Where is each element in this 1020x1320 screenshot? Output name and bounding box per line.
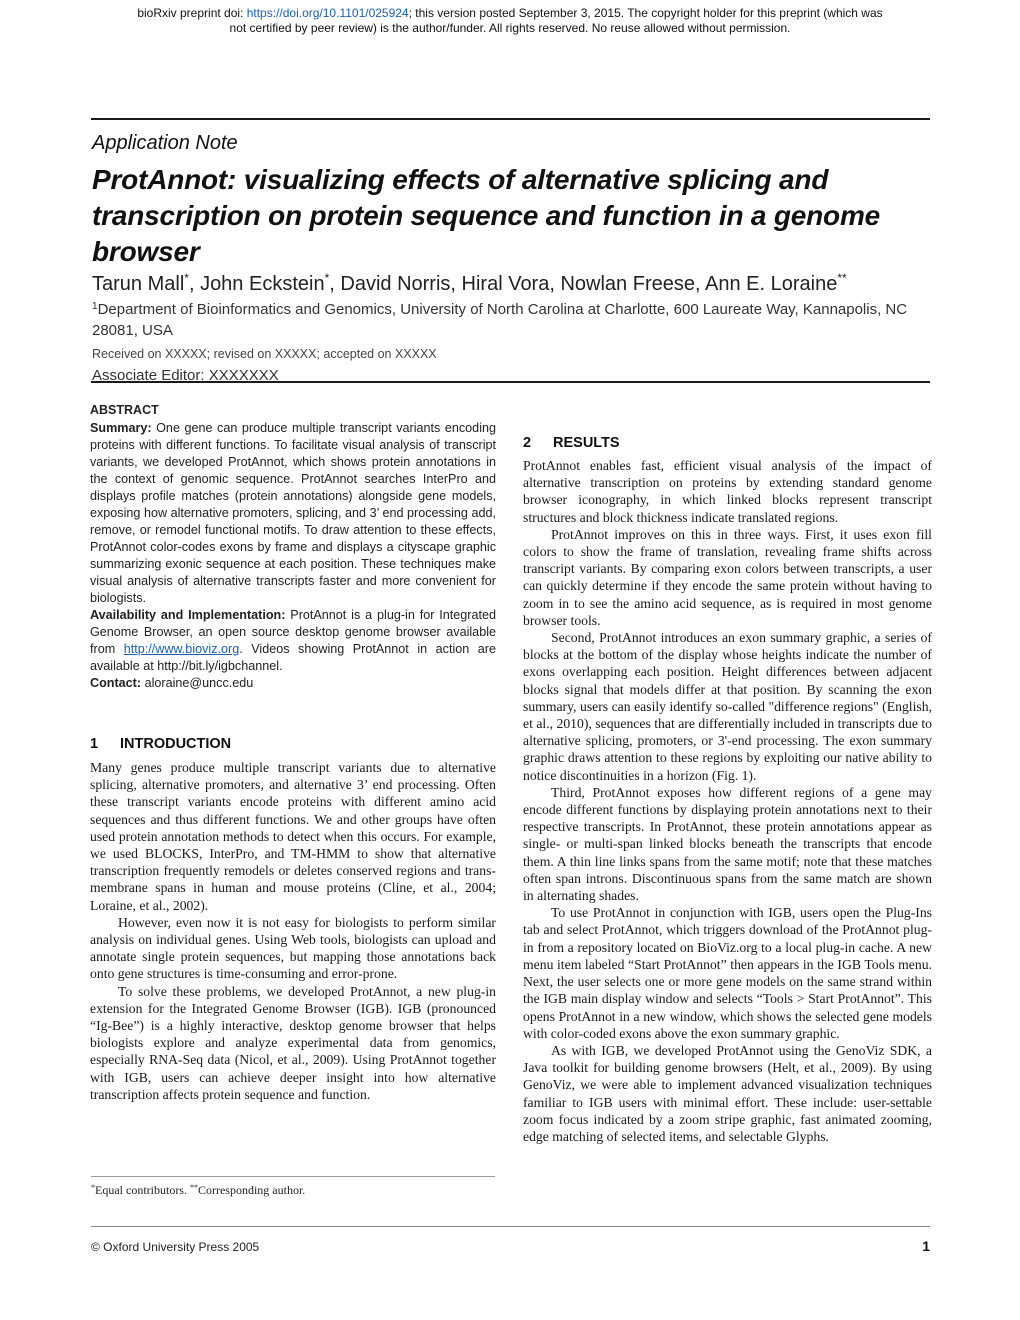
introduction-heading: 1 INTRODUCTION	[90, 736, 232, 752]
paragraph: As with IGB, we developed ProtAnnot using the GenoViz SDK, a Java toolkit for building genome browsers (Helt, et al., 2009). By using GenoViz, we were able to implement advanced visualization techniques familiar to IGB users with minimal effort. These include: user-settable zoom focus indicated by a zoom stripe graphic, fast animated zooming, edge matching of selected items, and selectable Glyphs.	[523, 1042, 932, 1144]
paragraph: ProtAnnot improves on this in three ways. First, it uses exon fill colors to show the frame of translation, revealing frame shifts across transcript variants. By comparing exon colors between transcripts, a user can quickly determine if they encode the same protein without having to zoom in to see the amino acid sequence, as is required in most genome browser tools.	[523, 526, 932, 628]
article-header	[92, 130, 932, 386]
introduction-body	[90, 759, 496, 1103]
results-heading: 2 RESULTS	[523, 435, 620, 451]
paragraph: Third, ProtAnnot exposes how different regions of a gene may encode different functions by displaying protein annotations next to their respective transcripts. In ProtAnnot, these protein annotations appear as single- or multi-span linked blocks beneath the transcripts that encode them. A thin line links spans from the same motif; note that these matches often span introns. Discontinuous spans from the same match are shown in alternating shades.	[523, 784, 932, 904]
abstract-availability: Availability and Implementation: ProtAnnot is a plug-in for Integrated Genome Browser, an open source desktop genome browser available from http://www.bioviz.org. Videos showing ProtAnnot in action are available at http://bit.ly/igbchannel.	[90, 608, 496, 673]
abstract-heading: ABSTRACT	[90, 403, 159, 417]
copyright: © Oxford University Press 2005	[91, 1240, 260, 1254]
associate-editor: Associate Editor: XXXXXXX	[92, 367, 279, 384]
author-mark: *	[184, 271, 189, 285]
footer-rule	[91, 1226, 930, 1227]
abstract	[90, 402, 496, 692]
author: Nowlan Freese,	[560, 273, 705, 295]
author: David Norris,	[340, 273, 462, 295]
results-body	[523, 457, 932, 1145]
author: Ann E. Loraine**	[705, 271, 847, 295]
author-mark: **	[837, 271, 847, 285]
paragraph: Many genes produce multiple transcript variants due to alternative splicing, alternative promoters, and alternative 3’ end processing. Often these transcript variants encode proteins with different amino acid sequences and thus different functions. We and other groups have often used protein annotation methods to detect when this occurs. For example, we used BLOCKS, InterPro, and TM-HMM to show that alternative transcription frequently remodels or deletes conserved regions and trans-membrane spans in human and mouse proteins (Cline, et al., 2004; Loraine, et al., 2002).	[90, 760, 496, 913]
affiliation: $^1$Department of Bioinformatics and Genomics, University of North Carolina at Charlotte, 600 Laureate Way, Kannapolis, NC 28081, USA	[92, 301, 908, 339]
preprint-notice-line-1: bioRxiv preprint doi: https://doi.org/10.1101/025924; this version posted September 3, 2015. The copyright holder for this preprint (which was	[137, 6, 883, 20]
paragraph: To use ProtAnnot in conjunction with IGB, users open the Plug-Ins tab and select ProtAnnot, which triggers download of the ProtAnnot plug-in from a repository located on BioViz.org to a local plug-in cache. A new menu item labeled “Start ProtAnnot” then appears in the IGB Tools menu. Next, the user selects one or more gene models on the same strand within the IGB main display window and selects “Tools > Start ProtAnnot”. This opens ProtAnnot in a new window, which shows the selected gene models with color-coded exons above the exon summary graphic.	[523, 905, 932, 1041]
page-number: 1	[922, 1238, 930, 1254]
article-title: ProtAnnot: visualizing effects of alternative splicing and transcription on protein sequence and function in a genome browser	[92, 164, 881, 267]
paragraph: However, even now it is not easy for biologists to perform similar analysis on individual genes. Using Web tools, biologists can upload and annotate single protein sequences, but mapping those annotations back onto gene structures is time-consuming and error-prone.	[90, 914, 496, 982]
abstract-summary: Summary: One gene can produce multiple transcript variants encoding proteins with different functions. To facilitate visual analysis of transcript variants, we developed ProtAnnot, which shows protein annotations in the context of genomic sequence. ProtAnnot searches InterPro and displays profile matches (protein annotations) alongside gene models, exposing how alternative promoters, splicing, and 3’ end processing add, remove, or remodel functional motifs. To draw attention to these effects, ProtAnnot color-codes exons by frame and displays a cityscape graphic summarizing exonic sequence at each position. These techniques make visual analysis of alternative transcripts faster and more convenient for biologists.	[90, 421, 496, 605]
received-dates: Received on XXXXX; revised on XXXXX; accepted on XXXXX	[92, 347, 437, 361]
paragraph: Second, ProtAnnot introduces an exon summary graphic, a series of blocks at the bottom of the display whose heights indicate the number of exons overlapping each position. Height differences between adjacent blocks signal that models differ at that position. By scanning the exon summary, users can easily identify so-called "difference regions" (English, et al., 2010), sequences that are differentially included in transcripts due to alternative splicing, promoters, or 3'-end processing. The exon summary graphic draws attention to these regions by exploiting our native ability to notice discontinuities in a horizon (Fig. 1).	[523, 630, 932, 783]
abstract-contact: Contact: aloraine@uncc.edu	[90, 676, 254, 690]
author: John Eckstein*,	[200, 271, 341, 295]
author: Tarun Mall*,	[92, 271, 201, 295]
preprint-notice	[0, 6, 1020, 36]
footnote-rule	[91, 1176, 495, 1177]
author: Hiral Vora,	[461, 273, 561, 295]
doi-link[interactable]: https://doi.org/10.1101/025924	[246, 6, 409, 20]
author-list	[92, 271, 932, 297]
paragraph: ProtAnnot enables fast, efficient visual analysis of the impact of alternative transcription on proteins by extending standard genome browser iconography, in which linked blocks represent transcript structures and block thickness indicate translated regions.	[523, 458, 932, 525]
paragraph: To solve these problems, we developed ProtAnnot, a new plug-in extension for the Integrated Genome Browser (IGB). IGB (pronounced “Ig-Bee”) is a highly interactive, desktop genome browser that helps biologists explore and analyze experimental data from genomics, especially RNA-Seq data (Nicol, et al., 2009). Using ProtAnnot together with IGB, users can achieve deeper insight into how alternative transcription affects protein sequence and function.	[90, 983, 496, 1102]
preprint-notice-line-2: not certified by peer review) is the author/funder. All rights reserved. No reuse allowed without permission.	[229, 21, 791, 35]
article-type: Application Note	[92, 132, 238, 154]
author-mark: *	[324, 271, 330, 285]
footnote: *Equal contributors. **Corresponding author.	[91, 1183, 306, 1197]
bioviz-link[interactable]: http://www.bioviz.org	[123, 642, 240, 656]
header-top-rule	[91, 118, 930, 120]
header-bottom-rule	[91, 381, 930, 383]
